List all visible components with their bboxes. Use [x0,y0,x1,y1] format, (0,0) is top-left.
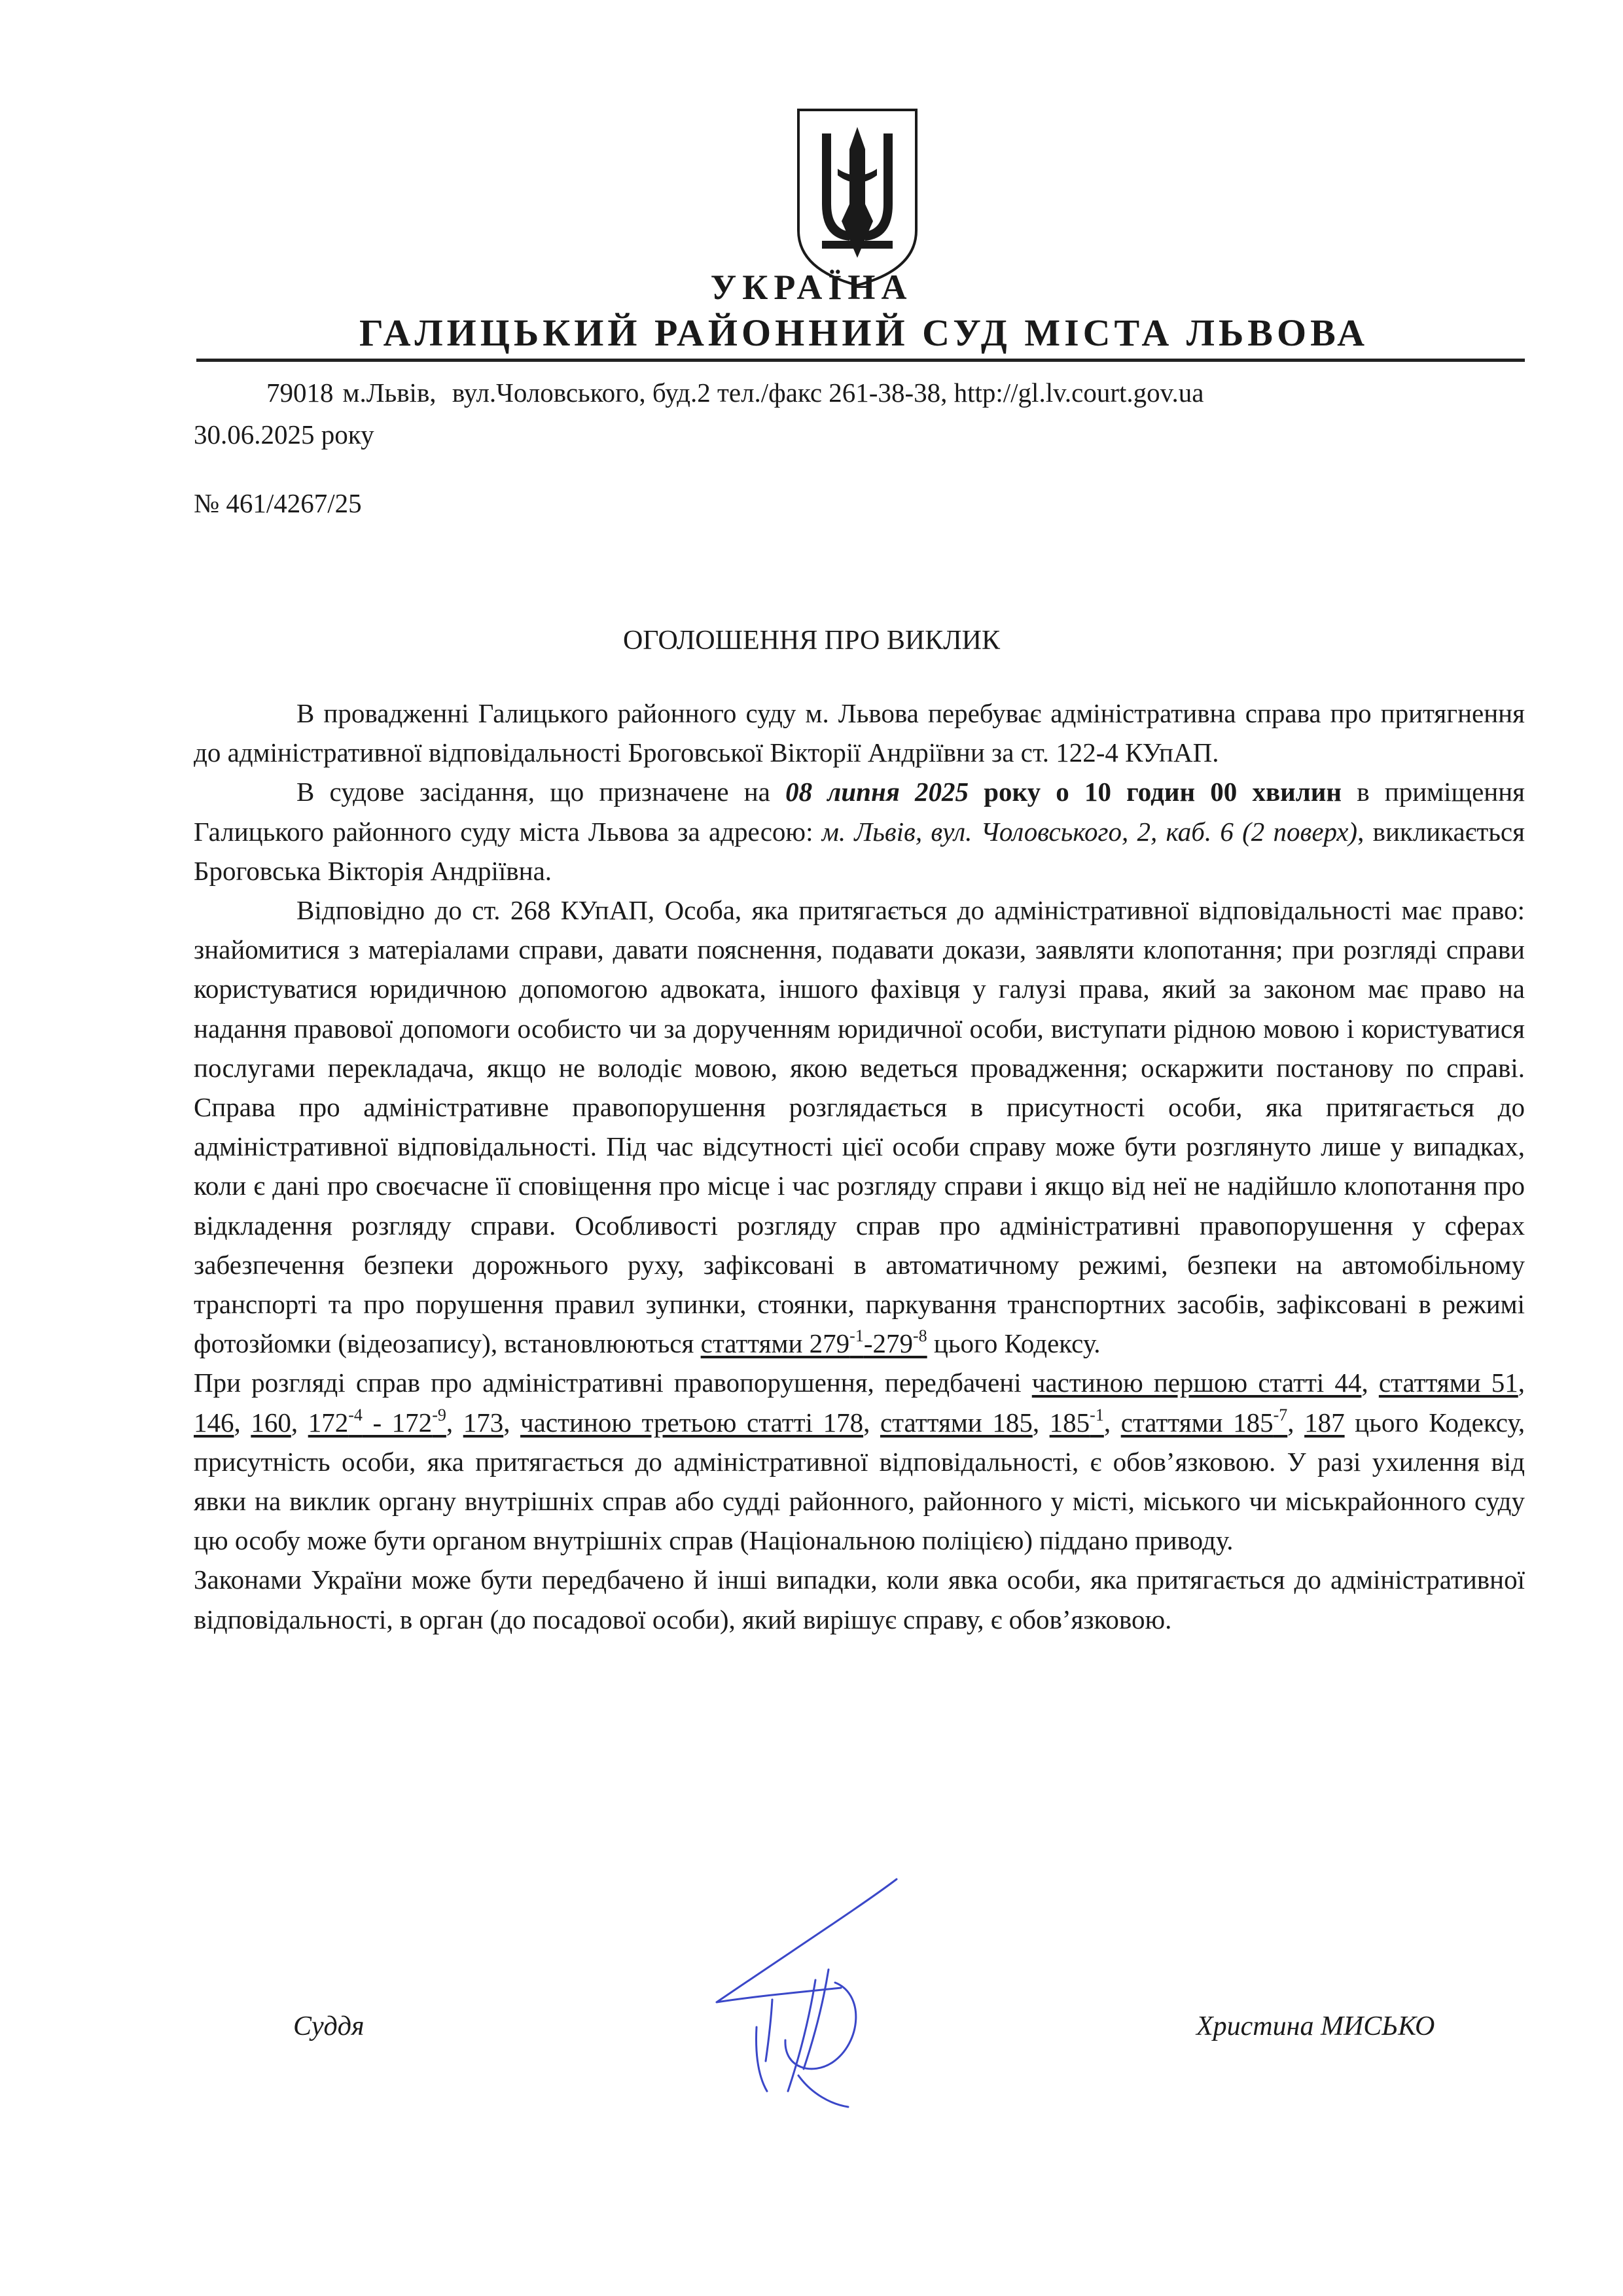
statute-ref: - 172 [362,1407,433,1438]
paragraph-other-cases: Законами України може бути передбачено й інші випадки, коли явка особи, яка притягається до адміністративної відповідальності, в орган (до посадової особи), який вирішує справу, є обов’язковою. [194,1564,1525,1634]
statute-link[interactable] [1050,1407,1104,1438]
statute-ref-sup: -4 [348,1405,363,1424]
statute-ref: 185 [1049,1407,1090,1438]
hearing-intro: В судове засідання, що призначене на [296,777,786,807]
hearing-address: м. Львів, вул. Чоловського, 2, каб. 6 (2 поверх) [821,816,1358,847]
statute-ref-sup: -1 [849,1326,864,1346]
rights-text: Відповідно до ст. 268 КУпАП, Особа, яка притягається до адміністративної відповідальності має право: знайомитися з матеріалами справи, давати пояснення, подавати докази, заявляти клопотання; при розгляді справи користуватися юридичною допомогою адвоката, іншого фахівця у галузі права, який за законом має право на надання правової допомоги особисто чи за дорученням юридичної особи, виступати рідною мовою і користуватися послугами перекладача, якщо не володіє мовою, якою ведеться провадження; оскаржити постанову по справі. Справа про адміністративне правопорушення розглядається в присутності особи, яка притягається до адміністративної відповідальності. Під час відсутності цієї особи справу може бути розглянуто лише у випадках, коли є дані про своєчасне її сповіщення про місце і час розгляду справи і якщо від неї не надійшло клопотання про відкладення розгляду справи. Особливості розгляду справ про адміністративні правопорушення у сферах забезпечення безпеки дорожнього руху, зафіксовані в автоматичному режимі, безпеки на автомобільному транспорті та про порушення правил зупинки, стоянки, паркування транспортних засобів, зафіксовані в режимі фотозйомки (відеозапису), встановлюються [194,895,1525,1359]
hearing-summoned: , викликається Броговська Вікторія Андріївна. [194,816,1525,886]
statute-ref-sup: -7 [1273,1405,1288,1424]
statute-link[interactable]: статтями 51 [1378,1368,1518,1398]
statute-link[interactable]: частиною третьою статті 178 [520,1407,864,1438]
paragraph-mandatory-presence: При розгляді справ про адміністративні правопорушення, передбачені частиною першою статті 44, статтями 51, 146, 160, $172^{-4} - 172^{-9}$, 173, частиною третьою статті 178, статтями 185, $185^{-1}$, статтями $185^{-7}$, 187 цього Кодексу, присутність особи, яка притягається до адміністративної відповідальності, є обов’язковою. У разі ухилення від явки на виклик органу внутрішніх справ або судді районного, районного у місті, міського чи міськрайонного суду цю особу може бути органом внутрішніх справ (Національною поліцією) піддано приводу. [194,1368,1525,1556]
statute-link[interactable]: 173 [463,1407,504,1438]
hearing-date: 08 липня 2025 [785,777,969,807]
court-address [266,377,1204,408]
document-date: 30.06.2025 року [194,419,374,450]
presence-text: цього Кодексу, присутність особи, яка притягається до адміністративної відповідальності, є обов’язковою. У разі ухилення від явки на виклик органу внутрішніх справ або судді районного, районного у місті, міського чи міськрайонного суду цю особу може бути органом внутрішніх справ (Національною поліцією) піддано приводу. [194,1407,1525,1556]
paragraph-hearing [194,772,1525,891]
statute-link[interactable]: частиною першою статті 44 [1031,1368,1362,1398]
statute-link[interactable]: 187 [1304,1407,1345,1438]
statute-ref-sup: -8 [913,1326,927,1346]
court-name-heading: ГАЛИЦЬКИЙ РАЙОННИЙ СУД МІСТА ЛЬВОВА [359,311,1369,354]
presence-intro: При розгляді справ про адміністративні правопорушення, передбачені [194,1368,1032,1398]
address-postcode: 79018 [266,378,334,408]
statute-link[interactable] [701,1328,927,1358]
document-title: ОГОЛОШЕННЯ ПРО ВИКЛИК [622,626,1001,656]
statute-ref: статтями 185 [1120,1407,1274,1438]
statute-ref-sup: -1 [1090,1405,1104,1424]
ukraine-coat-of-arms-icon [792,106,923,289]
address-city: м.Львів, [342,378,437,408]
handwritten-signature [700,1871,916,2133]
case-number: № 461/4267/25 [194,488,362,518]
hearing-location-intro: в приміщення Галицького районного суду міста Львова за адресою: [194,777,1525,847]
paragraph-rights [194,891,1525,1363]
rights-tail: цього Кодексу. [927,1328,1101,1359]
judge-name: Христина МИСЬКО [1196,2011,1435,2041]
hearing-time: року о 10 годин 00 хвилин [969,777,1342,807]
statute-ref: 172 [308,1407,349,1438]
statute-link[interactable]: 160 [251,1407,291,1438]
document-body [194,694,1525,1639]
statute-link[interactable] [1121,1407,1288,1438]
statute-ref: -279 [863,1328,913,1359]
statute-link[interactable]: 146 [194,1407,234,1438]
statute-link[interactable] [308,1407,446,1438]
statute-link[interactable]: статтями 185 [880,1407,1033,1438]
header-divider [196,359,1525,362]
paragraph-case-info: В провадженні Галицького районного суду м. Львова перебуває адміністративна справа про притягнення до адміністративної відповідальності Броговської Вікторії Андріївни за ст. 122-4 КУпАП. [194,698,1525,768]
country-heading: УКРАЇНА [710,268,913,307]
statute-ref-sup: -9 [432,1405,446,1424]
address-street: вул.Чоловського, буд.2 тел./факс 261-38-38, http://gl.lv.court.gov.ua [452,378,1204,408]
statute-ref: статтями 279 [700,1328,850,1359]
judge-label: Суддя [293,2011,365,2041]
